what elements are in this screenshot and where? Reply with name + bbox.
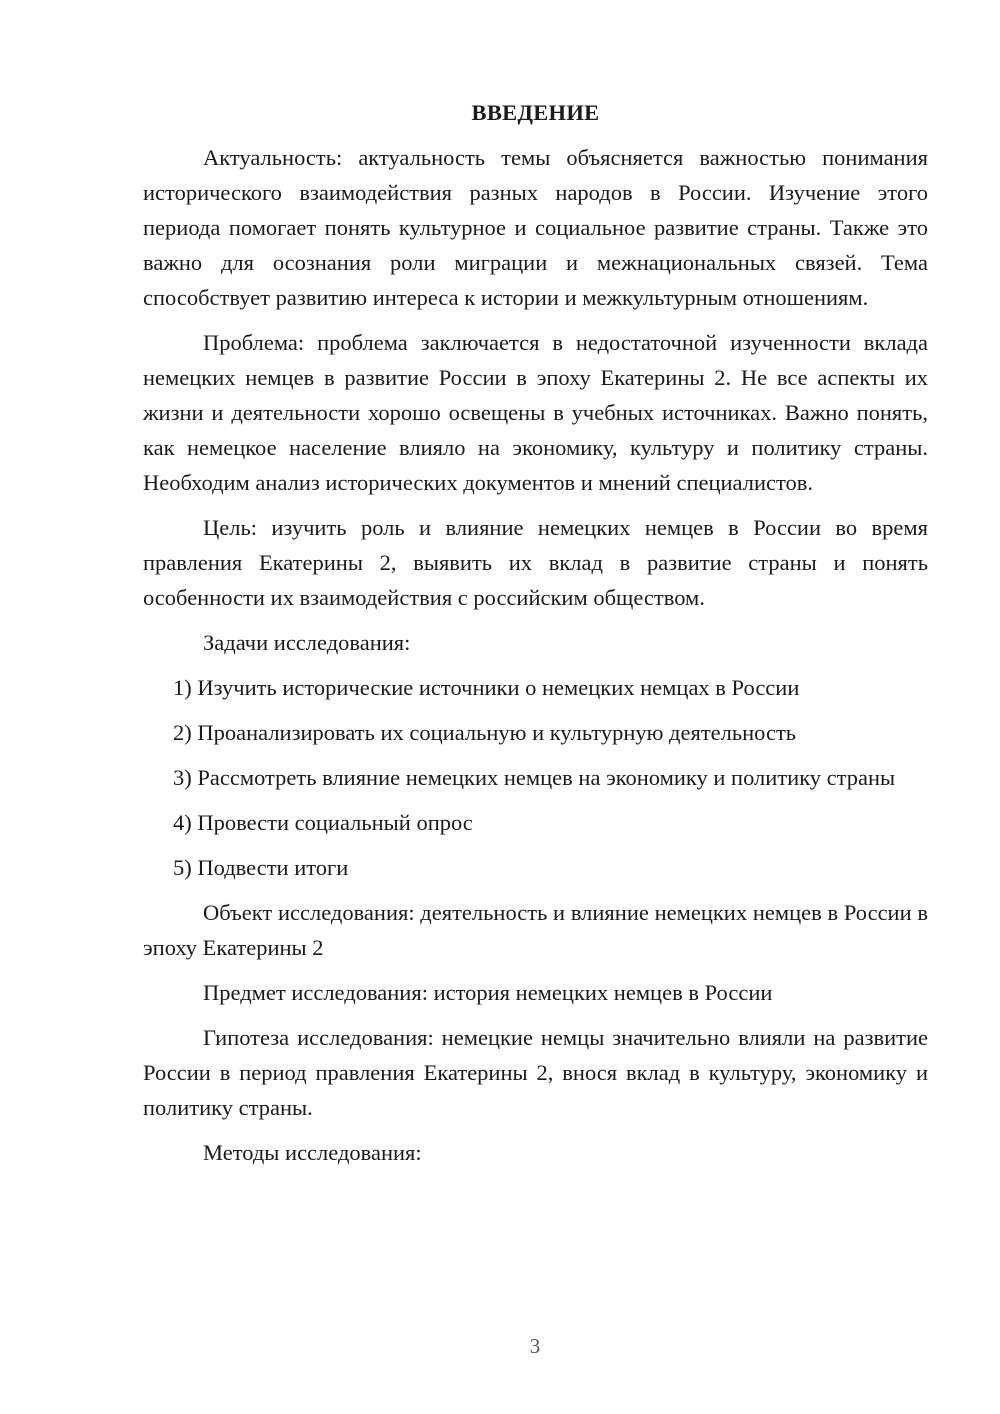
tasks-heading: Задачи исследования: (203, 630, 411, 655)
task-item: 4) Провести социальный опрос (173, 810, 473, 835)
goal-paragraph: Цель: изучить роль и влияние немецких немцев в России во время правления Екатерины 2, выявить их вклад в развитие страны и понять особенности их взаимодействия с российским обществом. (143, 515, 928, 610)
tasks-list (143, 670, 928, 885)
methods-heading: Методы исследования: (203, 1140, 422, 1165)
hypothesis-paragraph: Гипотеза исследования: немецкие немцы значительно влияли на развитие России в период правления Екатерины 2, внося вклад в культуру, экономику и политику страны. (143, 1025, 928, 1120)
relevance-paragraph: Актуальность: актуальность темы объясняется важностью понимания исторического взаимодействия разных народов в России. Изучение этого периода помогает понять культурное и социальное развитие страны. Также это важно для осознания роли миграции и межнациональных связей. Тема способствует развитию интереса к истории и межкультурным отношениям. (143, 145, 928, 310)
subject-paragraph: Предмет исследования: история немецких немцев в России (203, 980, 773, 1005)
page-number: 3 (529, 1334, 541, 1358)
problem-paragraph: Проблема: проблема заключается в недостаточной изученности вклада немецких немцев в развитие России в эпоху Екатерины 2. Не все аспекты их жизни и деятельности хорошо освещены в учебных источниках. Важно понять, как немецкое население влияло на экономику, культуру и политику страны. Необходим анализ исторических документов и мнений специалистов. (143, 330, 928, 495)
section-title: ВВЕДЕНИЕ (471, 100, 600, 125)
task-item: 3) Рассмотреть влияние немецких немцев на экономику и политику страны (173, 765, 896, 790)
task-item: 5) Подвести итоги (173, 855, 349, 880)
object-paragraph: Объект исследования: деятельность и влияние немецких немцев в России в эпоху Екатерины 2 (143, 900, 928, 960)
document-page (143, 95, 928, 1180)
task-item: 2) Проанализировать их социальную и культурную деятельность (173, 720, 797, 745)
task-item: 1) Изучить исторические источники о немецких немцах в России (173, 675, 800, 700)
